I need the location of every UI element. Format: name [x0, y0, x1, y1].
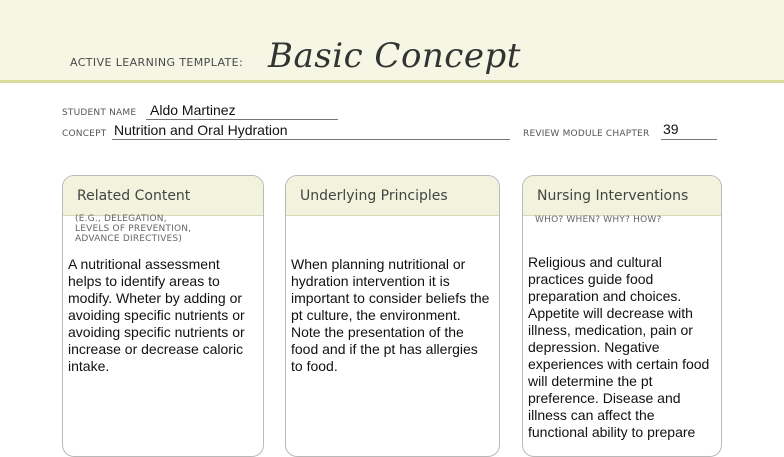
underlying-principles-card — [285, 175, 500, 457]
underlying-principles-body[interactable]: When planning nutritional or hydration intervention it is important to consider beliefs the pt culture, the environment. Note the presentation of the food and if the pt has allergies to food. — [291, 256, 490, 374]
concept-label: CONCEPT — [62, 129, 107, 139]
student-name-line — [146, 119, 338, 120]
student-name-label: STUDENT NAME — [62, 108, 137, 118]
nursing-interventions-card — [522, 175, 722, 457]
underlying-principles-title: Underlying Principles — [286, 176, 499, 216]
nursing-interventions-subtitle: WHO? WHEN? WHY? HOW? — [535, 215, 662, 225]
nursing-interventions-body[interactable]: Religious and cultural practices guide food preparation and choices. Appetite will decrease with illness, medication, pain or depression. Negative experiences with certain food will determine the pt preference. Disease and illness can affect the functional ability to prepare — [528, 254, 710, 440]
template-title: Basic Concept — [268, 36, 521, 76]
related-content-card — [62, 175, 264, 457]
related-content-title: Related Content — [63, 176, 263, 216]
chapter-label: REVIEW MODULE CHAPTER — [523, 129, 650, 139]
nursing-interventions-title: Nursing Interventions — [523, 176, 721, 216]
student-name-value[interactable]: Aldo Martinez — [150, 102, 236, 118]
related-content-subtitle: (E.G., DELEGATION, LEVELS OF PREVENTION, ADVANCE DIRECTIVES) — [75, 214, 192, 244]
concept-line — [112, 139, 510, 140]
related-content-body[interactable]: A nutritional assessment helps to identify areas to modify. Wheter by adding or avoiding specific nutrients or avoiding specific nutrients or increase or decrease caloric intake. — [68, 256, 245, 374]
template-label: ACTIVE LEARNING TEMPLATE: — [70, 56, 244, 69]
concept-value[interactable]: Nutrition and Oral Hydration — [114, 122, 288, 138]
chapter-value[interactable]: 39 — [663, 121, 679, 137]
chapter-line — [661, 139, 717, 140]
